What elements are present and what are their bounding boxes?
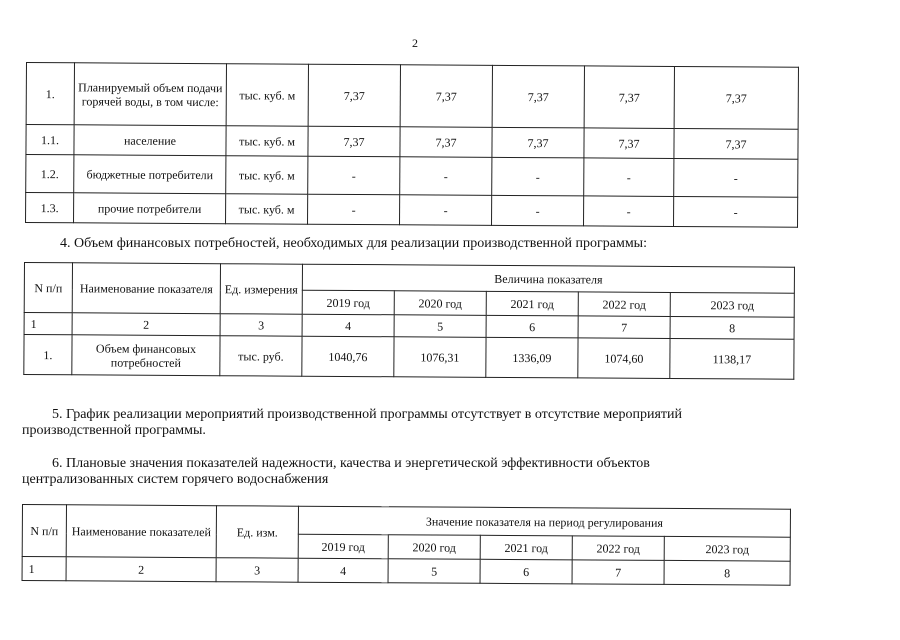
section-4-heading: 4. Объем финансовых потребностей, необходимых для реализации производственной программы: — [60, 236, 647, 251]
value-cell: 1336,09 — [486, 337, 578, 378]
section-6-line-1: 6. Плановые значения показателей надежности, качества и энергетической эффективности объектов — [52, 456, 650, 471]
header-name: Наименование показателей — [66, 505, 216, 558]
value-cell: - — [492, 195, 584, 226]
section-6-line-2: централизованных систем горячего водоснабжения — [22, 472, 329, 487]
value-cell: 7,37 — [400, 65, 492, 128]
value-cell: 7,37 — [492, 127, 584, 158]
value-cell: 7,37 — [674, 66, 798, 129]
col-number: 2 — [72, 313, 220, 336]
table-row — [22, 557, 790, 586]
col-number: 6 — [480, 559, 572, 584]
row-unit: тыс. куб. м — [226, 194, 308, 225]
financial-needs-table — [23, 262, 795, 380]
col-number: 1 — [22, 557, 66, 581]
table-row — [24, 335, 794, 380]
section-5-line-2: производственной программы. — [22, 423, 206, 438]
year-cell: 2021 год — [486, 291, 578, 316]
row-name: бюджетные потребители — [74, 155, 226, 194]
row-name: население — [74, 125, 226, 156]
value-cell: - — [308, 156, 400, 195]
col-number: 7 — [572, 560, 664, 585]
col-number: 8 — [664, 560, 790, 585]
row-number: 1. — [26, 63, 74, 125]
value-cell: - — [674, 196, 798, 227]
value-cell: - — [584, 158, 674, 197]
row-name: Планируемый объем подачи горячей воды, в том числе: — [74, 63, 226, 126]
year-cell: 2021 год — [480, 535, 572, 560]
value-cell: - — [492, 157, 584, 196]
value-cell: 7,37 — [400, 127, 492, 158]
header-value: Величина показателя — [302, 264, 794, 293]
value-cell: 7,37 — [584, 128, 674, 159]
col-number: 8 — [670, 316, 794, 339]
row-unit: тыс. куб. м — [226, 126, 308, 157]
header-n: N п/п — [22, 505, 66, 557]
value-cell: 7,37 — [492, 65, 584, 128]
header-n: N п/п — [24, 263, 72, 313]
value-cell: 7,37 — [674, 128, 798, 159]
value-cell: - — [400, 195, 492, 226]
section-6-paragraph — [22, 456, 790, 488]
col-number: 6 — [486, 315, 578, 338]
header-unit: Ед. измерения — [220, 264, 302, 314]
row-name: прочие потребители — [74, 193, 226, 224]
year-cell: 2019 год — [302, 290, 394, 315]
table-row — [26, 155, 798, 198]
section-5-line-1: 5. График реализации мероприятий производственной программы отсутствует в отсутствие мероприятий — [52, 407, 682, 422]
water-supply-table — [25, 62, 799, 228]
value-cell: - — [400, 157, 492, 196]
page-number: 2 — [412, 36, 418, 50]
col-number: 2 — [66, 557, 216, 582]
year-cell: 2020 год — [388, 535, 480, 560]
year-cell: 2023 год — [664, 536, 790, 561]
year-cell: 2019 год — [298, 534, 388, 559]
row-number: 1. — [24, 335, 72, 375]
header-name: Наименование показателя — [72, 263, 220, 314]
value-cell: - — [308, 194, 400, 225]
col-number: 7 — [578, 316, 670, 339]
row-unit: тыс. куб. м — [226, 64, 308, 126]
header-value: Значение показателя на период регулирования — [298, 506, 790, 537]
row-number: 1.2. — [26, 155, 74, 193]
reliability-indicators-table — [22, 504, 792, 586]
year-cell: 2022 год — [578, 292, 670, 317]
table-row — [26, 125, 798, 160]
col-number: 4 — [298, 558, 388, 583]
table-header-row — [24, 263, 794, 294]
value-cell: - — [674, 158, 798, 197]
year-cell: 2020 год — [394, 291, 486, 316]
value-cell: 7,37 — [308, 64, 400, 127]
col-number: 3 — [220, 314, 302, 337]
row-number: 1.3. — [26, 193, 74, 223]
value-cell: 1138,17 — [670, 338, 794, 379]
table-header-row — [22, 505, 790, 538]
section-5-paragraph — [22, 407, 790, 439]
value-cell: 7,37 — [584, 66, 674, 129]
col-number: 5 — [388, 559, 480, 584]
col-number: 3 — [216, 558, 298, 583]
row-unit: тыс. куб. м — [226, 156, 308, 195]
table-row — [26, 63, 798, 130]
value-cell: 1074,60 — [578, 338, 670, 379]
year-cell: 2023 год — [670, 292, 794, 317]
value-cell: 7,37 — [308, 126, 400, 157]
value-cell: - — [584, 196, 674, 227]
value-cell: 1040,76 — [302, 336, 394, 377]
header-unit: Ед. изм. — [216, 506, 298, 558]
year-cell: 2022 год — [572, 536, 664, 561]
row-name: Объем финансовых потребностей — [72, 335, 220, 376]
col-number: 1 — [24, 313, 72, 335]
col-number: 5 — [394, 315, 486, 338]
row-unit: тыс. руб. — [220, 336, 302, 377]
row-number: 1.1. — [26, 125, 74, 155]
value-cell: 1076,31 — [394, 337, 486, 378]
col-number: 4 — [302, 314, 394, 337]
table-row — [26, 193, 798, 228]
